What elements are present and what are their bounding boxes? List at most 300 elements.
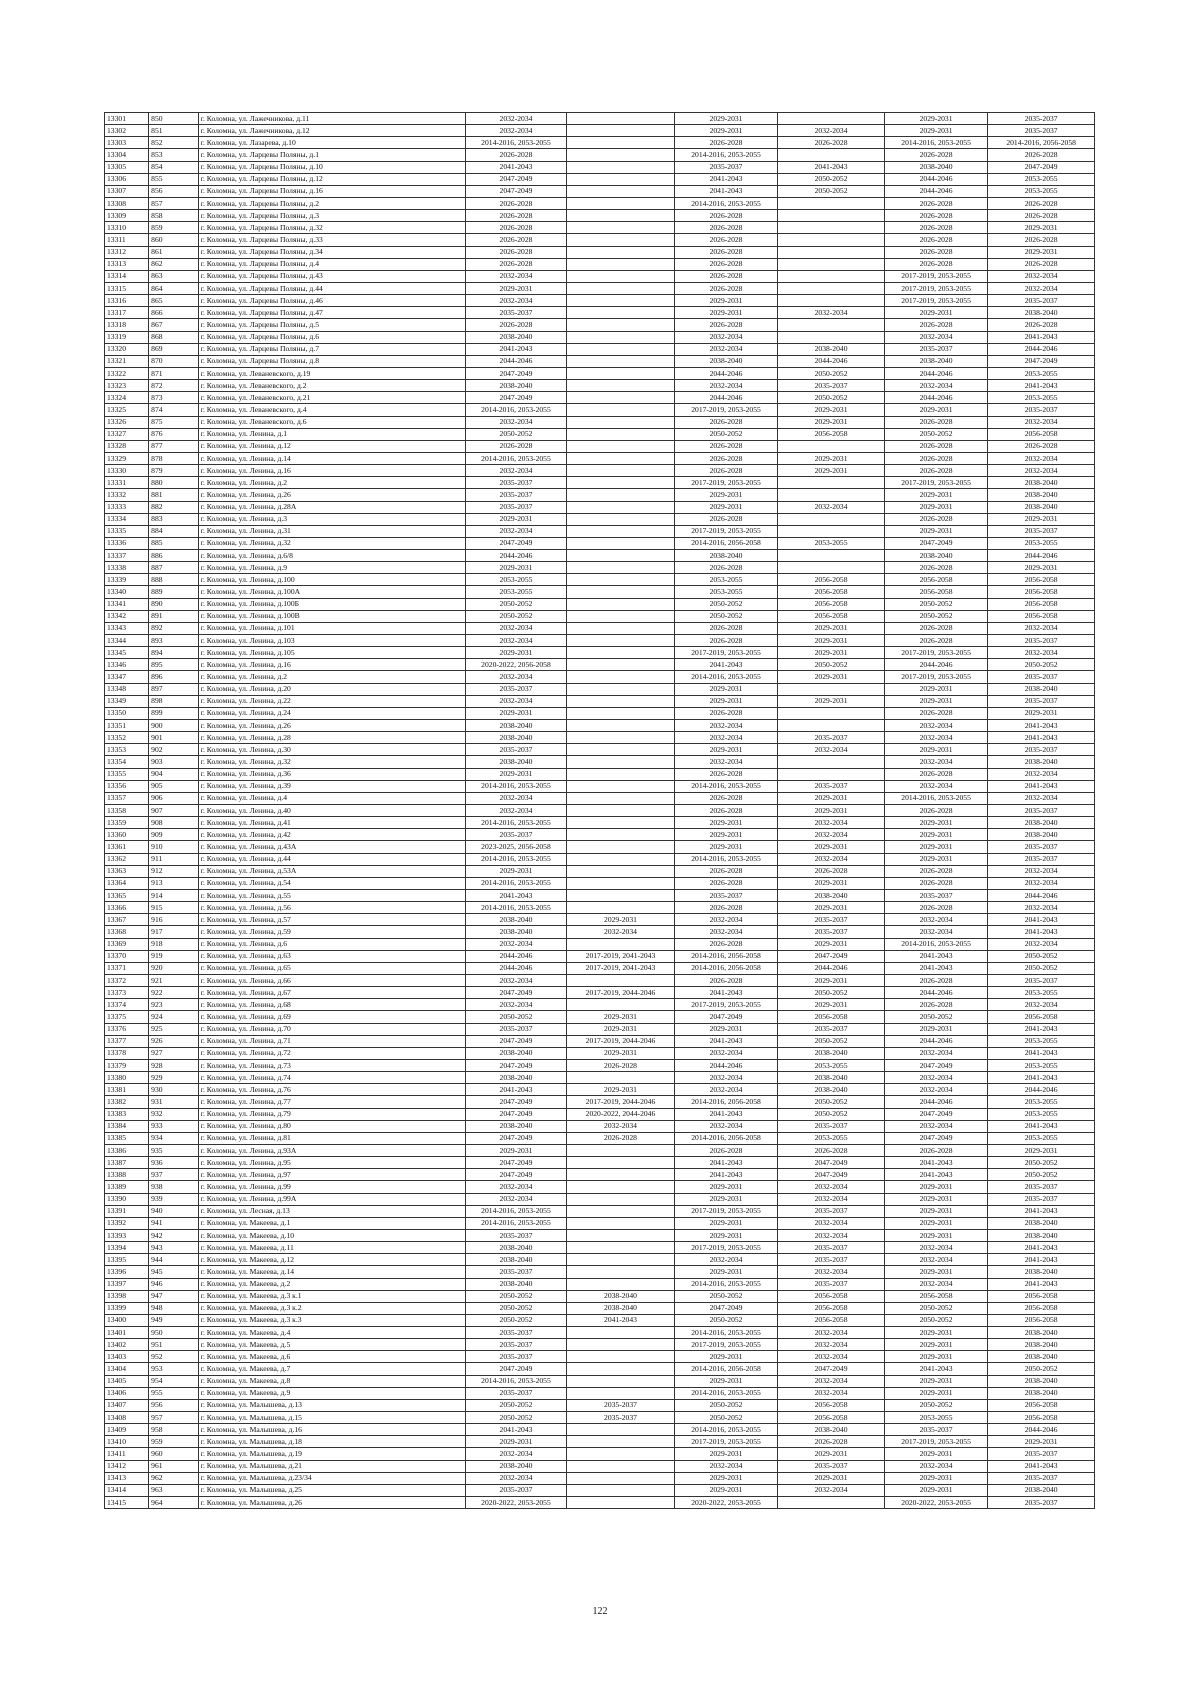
period-col-3-cell: 2020-2022, 2053-2055 [674,1497,777,1509]
item-number-cell: 910 [149,841,199,853]
period-col-4-cell: 2044-2046 [778,962,885,974]
table-row [105,1339,1095,1351]
item-number-cell: 946 [149,1278,199,1290]
address-cell: г. Коломна, ул. Ленина, д.79 [198,1108,465,1120]
row-number-cell: 13377 [105,1035,149,1047]
address-cell: г. Коломна, ул. Ленина, д.56 [198,902,465,914]
period-col-1-cell: 2041-2043 [465,890,566,902]
period-col-6-cell: 2056-2058 [988,610,1095,622]
period-col-5-cell: 2026-2028 [884,452,987,464]
period-col-2-cell [567,792,675,804]
row-number-cell: 13358 [105,805,149,817]
period-col-5-cell: 2029-2031 [884,489,987,501]
table-row [105,1108,1095,1120]
period-col-3-cell: 2017-2019, 2053-2055 [674,647,777,659]
period-col-1-cell: 2026-2028 [465,222,566,234]
period-col-1-cell: 2032-2034 [465,974,566,986]
period-col-2-cell [567,307,675,319]
period-col-4-cell: 2056-2058 [778,1011,885,1023]
table-row [105,501,1095,513]
period-col-6-cell: 2026-2028 [988,234,1095,246]
period-col-3-cell: 2014-2016, 2053-2055 [674,1387,777,1399]
period-col-3-cell: 2032-2034 [674,1120,777,1132]
period-col-4-cell: 2032-2034 [778,1375,885,1387]
period-col-2-cell [567,185,675,197]
period-col-3-cell: 2014-2016, 2056-2058 [674,962,777,974]
period-col-2-cell [567,258,675,270]
row-number-cell: 13371 [105,962,149,974]
table-row [105,270,1095,282]
period-col-4-cell: 2038-2040 [778,343,885,355]
row-number-cell: 13334 [105,513,149,525]
period-col-1-cell: 2038-2040 [465,756,566,768]
period-col-1-cell: 2032-2034 [465,113,566,125]
item-number-cell: 898 [149,695,199,707]
period-col-4-cell: 2032-2034 [778,1181,885,1193]
period-col-1-cell: 2047-2049 [465,1157,566,1169]
period-col-2-cell: 2017-2019, 2041-2043 [567,962,675,974]
row-number-cell: 13335 [105,525,149,537]
period-col-1-cell: 2035-2037 [465,307,566,319]
period-col-6-cell: 2053-2055 [988,987,1095,999]
period-col-3-cell: 2026-2028 [674,792,777,804]
item-number-cell: 903 [149,756,199,768]
table-row [105,392,1095,404]
row-number-cell: 13402 [105,1339,149,1351]
table-row [105,598,1095,610]
period-col-1-cell: 2044-2046 [465,355,566,367]
period-col-4-cell: 2029-2031 [778,622,885,634]
period-col-4-cell: 2035-2037 [778,780,885,792]
period-col-6-cell: 2050-2052 [988,1169,1095,1181]
period-col-2-cell [567,367,675,379]
period-col-2-cell [567,902,675,914]
row-number-cell: 13404 [105,1363,149,1375]
period-col-5-cell: 2026-2028 [884,440,987,452]
row-number-cell: 13327 [105,428,149,440]
period-col-6-cell: 2056-2058 [988,1314,1095,1326]
period-col-2-cell [567,695,675,707]
period-col-4-cell: 2035-2037 [778,1205,885,1217]
item-number-cell: 939 [149,1193,199,1205]
period-col-6-cell: 2041-2043 [988,1072,1095,1084]
period-col-6-cell: 2035-2037 [988,1181,1095,1193]
period-col-3-cell: 2041-2043 [674,1035,777,1047]
item-number-cell: 951 [149,1339,199,1351]
table-row [105,732,1095,744]
period-col-1-cell: 2035-2037 [465,1387,566,1399]
period-col-6-cell: 2026-2028 [988,319,1095,331]
period-col-6-cell: 2038-2040 [988,817,1095,829]
row-number-cell: 13384 [105,1120,149,1132]
row-number-cell: 13338 [105,562,149,574]
period-col-6-cell: 2041-2043 [988,380,1095,392]
period-col-6-cell: 2038-2040 [988,307,1095,319]
row-number-cell: 13306 [105,173,149,185]
period-col-1-cell: 2029-2031 [465,562,566,574]
period-col-3-cell: 2017-2019, 2053-2055 [674,404,777,416]
page-number: 122 [592,1606,608,1617]
period-col-5-cell: 2029-2031 [884,113,987,125]
row-number-cell: 13373 [105,987,149,999]
period-col-4-cell: 2056-2058 [778,574,885,586]
period-col-5-cell: 2026-2028 [884,902,987,914]
period-col-6-cell: 2053-2055 [988,537,1095,549]
row-number-cell: 13366 [105,902,149,914]
period-col-1-cell: 2029-2031 [465,865,566,877]
address-cell: г. Коломна, ул. Малышева, д.23/34 [198,1472,465,1484]
address-cell: г. Коломна, ул. Ларцевы Поляны, д.46 [198,295,465,307]
address-cell: г. Коломна, ул. Макеева, д.3 к.2 [198,1302,465,1314]
period-col-6-cell: 2041-2043 [988,732,1095,744]
item-number-cell: 945 [149,1266,199,1278]
period-col-2-cell [567,598,675,610]
period-col-3-cell: 2032-2034 [674,756,777,768]
period-col-3-cell: 2044-2046 [674,1059,777,1071]
period-col-1-cell: 2032-2034 [465,270,566,282]
period-col-6-cell: 2041-2043 [988,914,1095,926]
item-number-cell: 863 [149,270,199,282]
item-number-cell: 873 [149,392,199,404]
item-number-cell: 859 [149,222,199,234]
period-col-3-cell: 2029-2031 [674,1229,777,1241]
period-col-6-cell: 2041-2043 [988,1254,1095,1266]
row-number-cell: 13372 [105,974,149,986]
row-number-cell: 13379 [105,1059,149,1071]
period-col-3-cell: 2014-2016, 2053-2055 [674,1424,777,1436]
period-col-5-cell: 2026-2028 [884,149,987,161]
period-col-4-cell: 2035-2037 [778,926,885,938]
item-number-cell: 950 [149,1327,199,1339]
address-cell: г. Коломна, ул. Ленина, д.2 [198,671,465,683]
period-col-3-cell: 2029-2031 [674,829,777,841]
period-col-2-cell: 2026-2028 [567,1132,675,1144]
period-col-4-cell: 2050-2052 [778,987,885,999]
period-col-5-cell: 2056-2058 [884,1290,987,1302]
period-col-4-cell [778,720,885,732]
period-col-3-cell: 2029-2031 [674,125,777,137]
period-col-5-cell: 2029-2031 [884,1266,987,1278]
period-col-3-cell: 2041-2043 [674,1108,777,1120]
period-col-3-cell: 2014-2016, 2053-2055 [674,671,777,683]
row-number-cell: 13370 [105,950,149,962]
period-col-2-cell [567,780,675,792]
period-col-1-cell: 2035-2037 [465,829,566,841]
address-cell: г. Коломна, ул. Макеева, д.4 [198,1327,465,1339]
period-col-6-cell: 2032-2034 [988,647,1095,659]
period-col-1-cell: 2020-2022, 2053-2055 [465,1497,566,1509]
period-col-4-cell: 2038-2040 [778,1047,885,1059]
table-row [105,744,1095,756]
row-number-cell: 13386 [105,1144,149,1156]
table-body [105,113,1095,1509]
item-number-cell: 867 [149,319,199,331]
period-col-4-cell [778,562,885,574]
item-number-cell: 923 [149,999,199,1011]
period-col-5-cell: 2035-2037 [884,1424,987,1436]
period-col-2-cell [567,1484,675,1496]
period-col-5-cell: 2017-2019, 2053-2055 [884,477,987,489]
table-row [105,185,1095,197]
period-col-1-cell: 2032-2034 [465,416,566,428]
period-col-5-cell: 2050-2052 [884,1302,987,1314]
period-col-6-cell: 2035-2037 [988,125,1095,137]
period-col-2-cell [567,635,675,647]
row-number-cell: 13309 [105,210,149,222]
item-number-cell: 934 [149,1132,199,1144]
period-col-4-cell: 2029-2031 [778,465,885,477]
table-row [105,125,1095,137]
period-col-4-cell: 2026-2028 [778,1144,885,1156]
period-col-1-cell: 2035-2037 [465,1339,566,1351]
item-number-cell: 962 [149,1472,199,1484]
period-col-1-cell: 2050-2052 [465,610,566,622]
period-col-6-cell: 2047-2049 [988,161,1095,173]
period-col-6-cell: 2035-2037 [988,635,1095,647]
period-col-4-cell [778,270,885,282]
period-col-2-cell [567,1472,675,1484]
table-row [105,902,1095,914]
period-col-3-cell: 2017-2019, 2053-2055 [674,1436,777,1448]
table-row [105,1096,1095,1108]
period-col-1-cell: 2032-2034 [465,295,566,307]
item-number-cell: 918 [149,938,199,950]
period-col-1-cell: 2026-2028 [465,440,566,452]
period-col-3-cell: 2032-2034 [674,1254,777,1266]
period-col-2-cell [567,1157,675,1169]
item-number-cell: 942 [149,1229,199,1241]
period-col-6-cell: 2035-2037 [988,1448,1095,1460]
period-col-2-cell [567,1254,675,1266]
row-number-cell: 13328 [105,440,149,452]
address-cell: г. Коломна, ул. Макеева, д.14 [198,1266,465,1278]
period-col-5-cell: 2026-2028 [884,234,987,246]
period-col-6-cell: 2026-2028 [988,258,1095,270]
period-col-5-cell: 2026-2028 [884,622,987,634]
address-cell: г. Коломна, ул. Ларцевы Поляны, д.47 [198,307,465,319]
address-cell: г. Коломна, ул. Ленина, д.6/8 [198,550,465,562]
row-number-cell: 13405 [105,1375,149,1387]
row-number-cell: 13342 [105,610,149,622]
period-col-6-cell: 2014-2016, 2056-2058 [988,137,1095,149]
row-number-cell: 13389 [105,1181,149,1193]
table-row [105,1351,1095,1363]
item-number-cell: 896 [149,671,199,683]
period-col-1-cell: 2050-2052 [465,428,566,440]
period-col-4-cell: 2056-2058 [778,1412,885,1424]
item-number-cell: 920 [149,962,199,974]
period-col-3-cell: 2014-2016, 2056-2058 [674,950,777,962]
period-col-4-cell: 2029-2031 [778,792,885,804]
period-col-4-cell: 2050-2052 [778,185,885,197]
period-col-6-cell: 2038-2040 [988,1327,1095,1339]
address-cell: г. Коломна, ул. Ленина, д.99 [198,1181,465,1193]
period-col-5-cell: 2029-2031 [884,1193,987,1205]
period-col-4-cell [778,210,885,222]
period-col-1-cell: 2035-2037 [465,1266,566,1278]
period-col-4-cell [778,319,885,331]
period-col-5-cell: 2041-2043 [884,950,987,962]
item-number-cell: 861 [149,246,199,258]
table-row [105,210,1095,222]
period-col-5-cell: 2029-2031 [884,1217,987,1229]
period-col-1-cell: 2050-2052 [465,1290,566,1302]
item-number-cell: 853 [149,149,199,161]
period-col-1-cell: 2047-2049 [465,1059,566,1071]
period-col-3-cell: 2029-2031 [674,1375,777,1387]
row-number-cell: 13308 [105,197,149,209]
table-row [105,914,1095,926]
period-col-1-cell: 2035-2037 [465,1484,566,1496]
period-col-5-cell: 2050-2052 [884,428,987,440]
period-col-6-cell: 2038-2040 [988,1351,1095,1363]
period-col-6-cell: 2035-2037 [988,744,1095,756]
row-number-cell: 13407 [105,1399,149,1411]
table-row [105,1387,1095,1399]
row-number-cell: 13385 [105,1132,149,1144]
table-row [105,1059,1095,1071]
item-number-cell: 948 [149,1302,199,1314]
period-col-5-cell: 2017-2019, 2053-2055 [884,295,987,307]
table-row [105,1327,1095,1339]
period-col-2-cell: 2017-2019, 2044-2046 [567,1035,675,1047]
period-col-6-cell: 2035-2037 [988,1497,1095,1509]
period-col-2-cell [567,768,675,780]
address-cell: г. Коломна, ул. Ларцевы Поляны, д.16 [198,185,465,197]
period-col-6-cell: 2053-2055 [988,1059,1095,1071]
period-col-6-cell: 2032-2034 [988,999,1095,1011]
period-col-2-cell [567,1169,675,1181]
period-col-4-cell: 2050-2052 [778,392,885,404]
period-col-6-cell: 2056-2058 [988,1412,1095,1424]
period-col-4-cell: 2035-2037 [778,1254,885,1266]
period-col-4-cell: 2053-2055 [778,1132,885,1144]
item-number-cell: 900 [149,720,199,732]
period-col-3-cell: 2026-2028 [674,319,777,331]
period-col-6-cell: 2041-2043 [988,331,1095,343]
row-number-cell: 13408 [105,1412,149,1424]
address-cell: г. Коломна, ул. Ларцевы Поляны, д.4 [198,258,465,270]
address-cell: г. Коломна, ул. Ленина, д.16 [198,465,465,477]
period-col-2-cell [567,974,675,986]
period-col-1-cell: 2032-2034 [465,792,566,804]
item-number-cell: 884 [149,525,199,537]
address-cell: г. Коломна, ул. Ленина, д.28А [198,501,465,513]
period-col-1-cell: 2038-2040 [465,1278,566,1290]
item-number-cell: 935 [149,1144,199,1156]
row-number-cell: 13393 [105,1229,149,1241]
period-col-5-cell: 2032-2034 [884,780,987,792]
item-number-cell: 882 [149,501,199,513]
period-col-1-cell: 2050-2052 [465,1314,566,1326]
address-cell: г. Коломна, ул. Ленина, д.12 [198,440,465,452]
item-number-cell: 944 [149,1254,199,1266]
period-col-6-cell: 2056-2058 [988,1399,1095,1411]
period-col-5-cell: 2041-2043 [884,962,987,974]
period-col-3-cell: 2029-2031 [674,1472,777,1484]
item-number-cell: 871 [149,367,199,379]
item-number-cell: 925 [149,1023,199,1035]
period-col-5-cell: 2041-2043 [884,1157,987,1169]
row-number-cell: 13324 [105,392,149,404]
period-col-2-cell [567,550,675,562]
item-number-cell: 854 [149,161,199,173]
table-row [105,1023,1095,1035]
period-col-6-cell: 2035-2037 [988,1193,1095,1205]
row-number-cell: 13323 [105,380,149,392]
period-col-2-cell [567,392,675,404]
period-col-6-cell: 2035-2037 [988,295,1095,307]
address-cell: г. Коломна, ул. Малышева, д.15 [198,1412,465,1424]
period-col-3-cell: 2026-2028 [674,452,777,464]
period-col-2-cell [567,1205,675,1217]
row-number-cell: 13310 [105,222,149,234]
address-cell: г. Коломна, ул. Ленина, д.68 [198,999,465,1011]
period-col-4-cell [778,149,885,161]
period-col-2-cell: 2029-2031 [567,1084,675,1096]
table-row [105,1144,1095,1156]
address-cell: г. Коломна, ул. Ларцевы Поляны, д.5 [198,319,465,331]
period-col-4-cell: 2032-2034 [778,1193,885,1205]
period-col-1-cell: 2047-2049 [465,185,566,197]
period-col-5-cell: 2026-2028 [884,707,987,719]
period-col-6-cell: 2026-2028 [988,149,1095,161]
period-col-1-cell: 2050-2052 [465,1399,566,1411]
address-cell: г. Коломна, ул. Ленина, д.73 [198,1059,465,1071]
period-col-1-cell: 2014-2016, 2053-2055 [465,1217,566,1229]
period-col-6-cell: 2032-2034 [988,465,1095,477]
period-col-3-cell: 2014-2016, 2053-2055 [674,853,777,865]
table-row [105,950,1095,962]
address-cell: г. Коломна, ул. Ленина, д.59 [198,926,465,938]
table-row [105,550,1095,562]
period-col-3-cell: 2026-2028 [674,246,777,258]
period-col-4-cell: 2056-2058 [778,610,885,622]
period-col-6-cell: 2032-2034 [988,622,1095,634]
item-number-cell: 892 [149,622,199,634]
period-col-3-cell: 2032-2034 [674,1084,777,1096]
period-col-4-cell: 2035-2037 [778,1460,885,1472]
period-col-6-cell: 2053-2055 [988,367,1095,379]
period-col-6-cell: 2038-2040 [988,1484,1095,1496]
row-number-cell: 13380 [105,1072,149,1084]
period-col-1-cell: 2050-2052 [465,1302,566,1314]
period-col-6-cell: 2050-2052 [988,1157,1095,1169]
period-col-5-cell: 2026-2028 [884,513,987,525]
item-number-cell: 901 [149,732,199,744]
period-col-3-cell: 2026-2028 [674,768,777,780]
period-col-6-cell: 2038-2040 [988,1339,1095,1351]
period-col-1-cell: 2026-2028 [465,149,566,161]
period-col-4-cell: 2032-2034 [778,501,885,513]
address-cell: г. Коломна, ул. Лазарева, д.10 [198,137,465,149]
address-cell: г. Коломна, ул. Ленина, д.77 [198,1096,465,1108]
row-number-cell: 13406 [105,1387,149,1399]
period-col-3-cell: 2014-2016, 2056-2058 [674,537,777,549]
period-col-5-cell: 2032-2034 [884,1254,987,1266]
item-number-cell: 936 [149,1157,199,1169]
table-row [105,367,1095,379]
period-col-3-cell: 2050-2052 [674,428,777,440]
address-cell: г. Коломна, ул. Ленина, д.100А [198,586,465,598]
period-col-4-cell: 2032-2034 [778,744,885,756]
period-col-6-cell: 2053-2055 [988,1035,1095,1047]
period-col-4-cell: 2038-2040 [778,1084,885,1096]
row-number-cell: 13360 [105,829,149,841]
period-col-5-cell: 2044-2046 [884,392,987,404]
period-col-5-cell: 2035-2037 [884,343,987,355]
period-col-2-cell [567,622,675,634]
